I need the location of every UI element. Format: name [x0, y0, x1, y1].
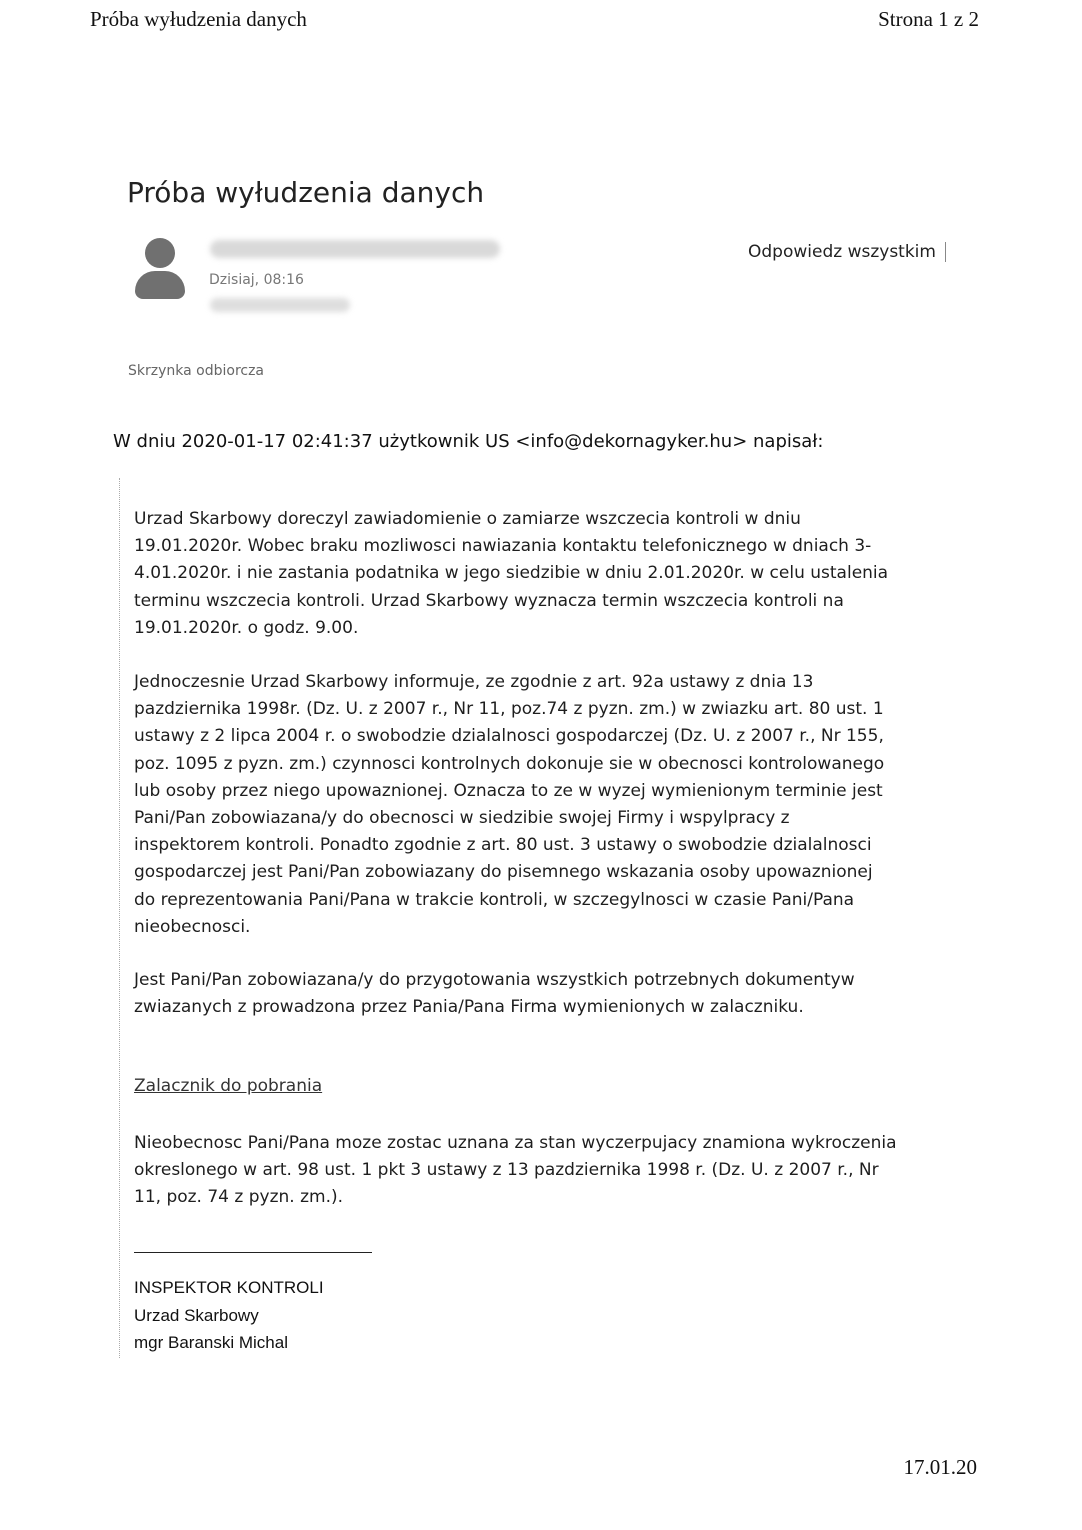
body-paragraph-3: Jest Pani/Pan zobowiazana/y do przygotowania wszystkich potrzebnych dokumentyw zwiazanych z prowadzona przez Pania/Pana Firma wymienionych w zalaczniku.	[134, 970, 855, 1018]
quote-intro: W dniu 2020-01-17 02:41:37 użytkownik US <info@dekornagyker.hu> napisał:	[113, 431, 824, 452]
avatar-icon	[132, 238, 188, 302]
print-page-number: Strona 1 z 2	[878, 7, 979, 31]
recipient-redacted	[210, 298, 350, 312]
body-paragraph-1: Urzad Skarbowy doreczyl zawiadomienie o zamiarze wszczecia kontroli w dniu 19.01.2020r. Wobec braku mozliwosci nawiazania kontaktu telefonicznego w dniach 3-4.01.2020r. i nie zastania podatnika w jego siedzibie w dniu 2.01.2020r. w celu ustalenia terminu wszczecia kontroli. Urzad Skarbowy wyznacza termin wszczecia kontroli na 19.01.2020r. o godz. 9.00.	[134, 509, 889, 638]
body-paragraph-4: Nieobecnosc Pani/Pana moze zostac uznana za stan wyczerpujacy znamiona wykroczenia okreslonego w art. 98 ust. 1 pkt 3 ustawy z 13 pazdziernika 1998 r. (Dz. U. z 2007 r., Nr 11, poz. 74 z pyzn. zm.).	[134, 1133, 897, 1208]
quote-bar	[119, 478, 121, 1358]
email-date: Dzisiaj, 08:16	[209, 272, 304, 288]
email-subject: Próba wyłudzenia danych	[127, 175, 485, 209]
toolbar-divider	[945, 242, 946, 262]
print-footer-date: 17.01.20	[903, 1455, 977, 1479]
signature-divider	[134, 1252, 372, 1253]
reply-all-button[interactable]: Odpowiedz wszystkim	[748, 242, 936, 262]
print-header-title: Próba wyłudzenia danych	[90, 7, 307, 31]
sender-address-redacted	[210, 240, 500, 258]
signature-title: INSPEKTOR KONTROLI	[134, 1278, 324, 1297]
signature-office: Urzad Skarbowy	[134, 1306, 259, 1325]
signature-name: mgr Baranski Michal	[134, 1333, 288, 1352]
folder-label: Skrzynka odbiorcza	[128, 363, 265, 379]
attachment-link[interactable]: Zalacznik do pobrania	[134, 1076, 323, 1096]
body-paragraph-2: Jednoczesnie Urzad Skarbowy informuje, ze zgodnie z art. 92a ustawy z dnia 13 pazdziernika 1998r. (Dz. U. z 2007 r., Nr 11, poz.74 z pyzn. zm.) w zwiazku art. 80 ust. 1 ustawy z 2 lipca 2004 r. o swobodzie dzialalnosci gospodarczej (Dz. U. z 2007 r., Nr 155, poz. 1095 z pyzn. zm.) czynnosci kontrolnych dokonuje sie w obecnosci kontrolowanego lub osoby przez niego upowaznionej. Oznacza to ze w wyzej wymienionym terminie jest Pani/Pan zobowiazana/y do obecnosci w siedzibie swojej Firmy i wspylpracy z inspektorem kontroli. Ponadto zgodnie z art. 80 ust. 3 ustawy o swobodzie dzialalnosci gospodarczej jest Pani/Pan zobowiazany do pisemnego wskazania osoby upowaznionej do reprezentowania Pani/Pana w trakcie kontroli, w szczegylnosci w czasie Pani/Pana nieobecnosci.	[134, 672, 885, 937]
